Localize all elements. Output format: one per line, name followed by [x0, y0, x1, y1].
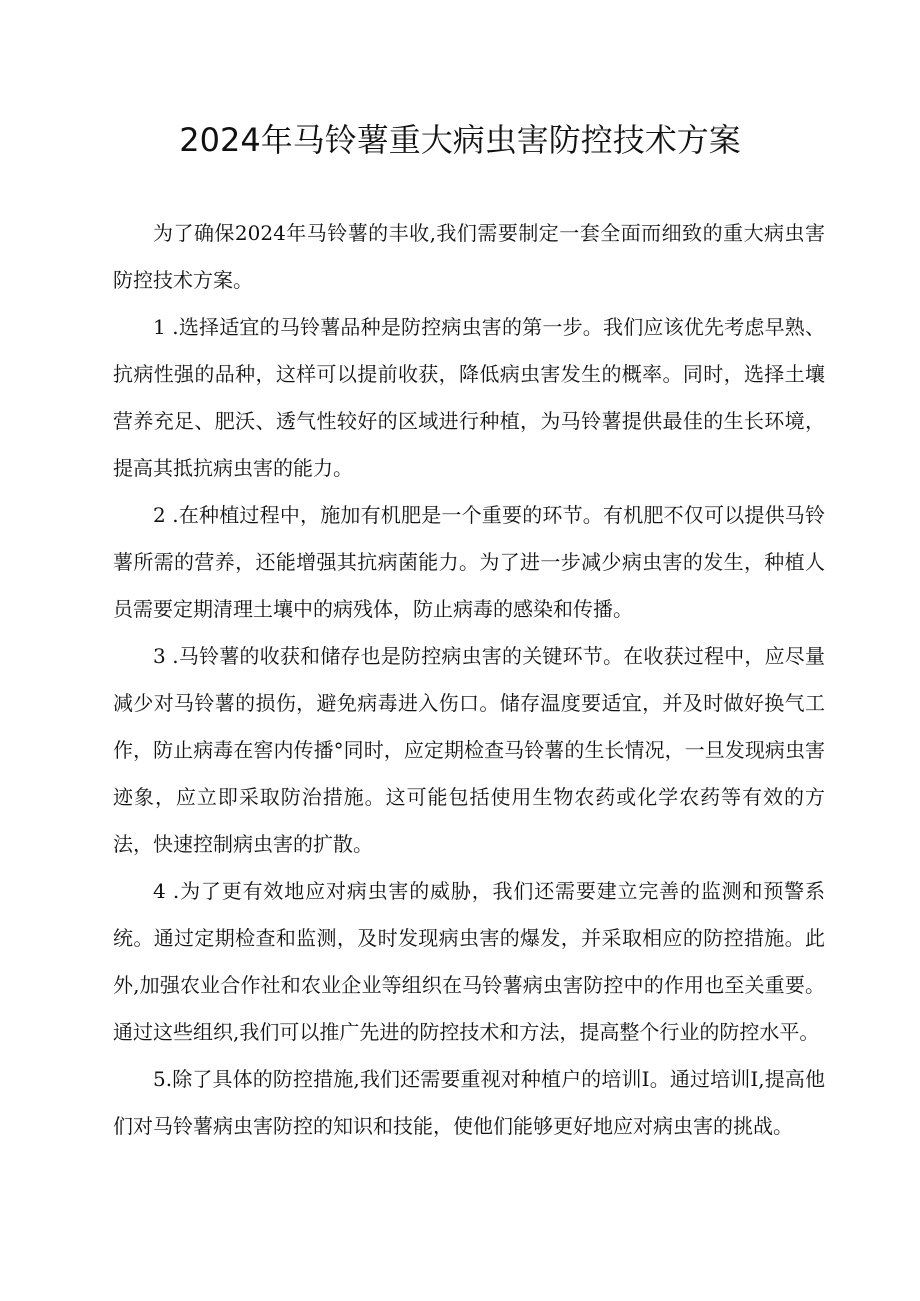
- document-body: [113, 210, 825, 1150]
- paragraph-4: 4 .为了更有效地应对病虫害的威胁，我们还需要建立完善的监测和预警系统。通过定期检查和监测，及时发现病虫害的爆发，并采取相应的防控措施。此外,加强农业合作社和农业企业等组织在马铃薯病虫害防控中的作用也至关重要。通过这些组织,我们可以推广先进的防控技术和方法，提高整个行业的防控水平。: [113, 879, 825, 1044]
- paragraph-1: 1 .选择适宜的马铃薯品种是防控病虫害的第一步。我们应该优先考虑早熟、抗病性强的品种，这样可以提前收获，降低病虫害发生的概率。同时，选择土壤营养充足、肥沃、透气性较好的区域进行种植，为马铃薯提供最佳的生长环境，提高其抵抗病虫害的能力。: [113, 315, 825, 480]
- paragraph-5: 5.除了具体的防控措施,我们还需要重视对种植户的培训I。通过培训I,提高他们对马铃薯病虫害防控的知识和技能，使他们能够更好地应对病虫害的挑战。: [113, 1067, 825, 1138]
- paragraph-2: 2 .在种植过程中，施加有机肥是一个重要的环节。有机肥不仅可以提供马铃薯所需的营养，还能增强其抗病菌能力。为了进一步减少病虫害的发生，种植人员需要定期清理土壤中的病残体，防止病毒的感染和传播。: [113, 503, 825, 621]
- intro-paragraph: 为了确保2024年马铃薯的丰收,我们需要制定一套全面而细致的重大病虫害防控技术方案。: [113, 221, 825, 292]
- paragraph-3: 3 .马铃薯的收获和储存也是防控病虫害的关键环节。在收获过程中，应尽量减少对马铃薯的损伤，避免病毒进入伤口。储存温度要适宜，并及时做好换气工作，防止病毒在窖内传播°同时，应定期检查马铃薯的生长情况，一旦发现病虫害迹象，应立即采取防治措施。这可能包括使用生物农药或化学农药等有效的方法，快速控制病虫害的扩散。: [113, 644, 825, 856]
- document-title: 2024年马铃薯重大病虫害防控技术方案: [179, 121, 741, 159]
